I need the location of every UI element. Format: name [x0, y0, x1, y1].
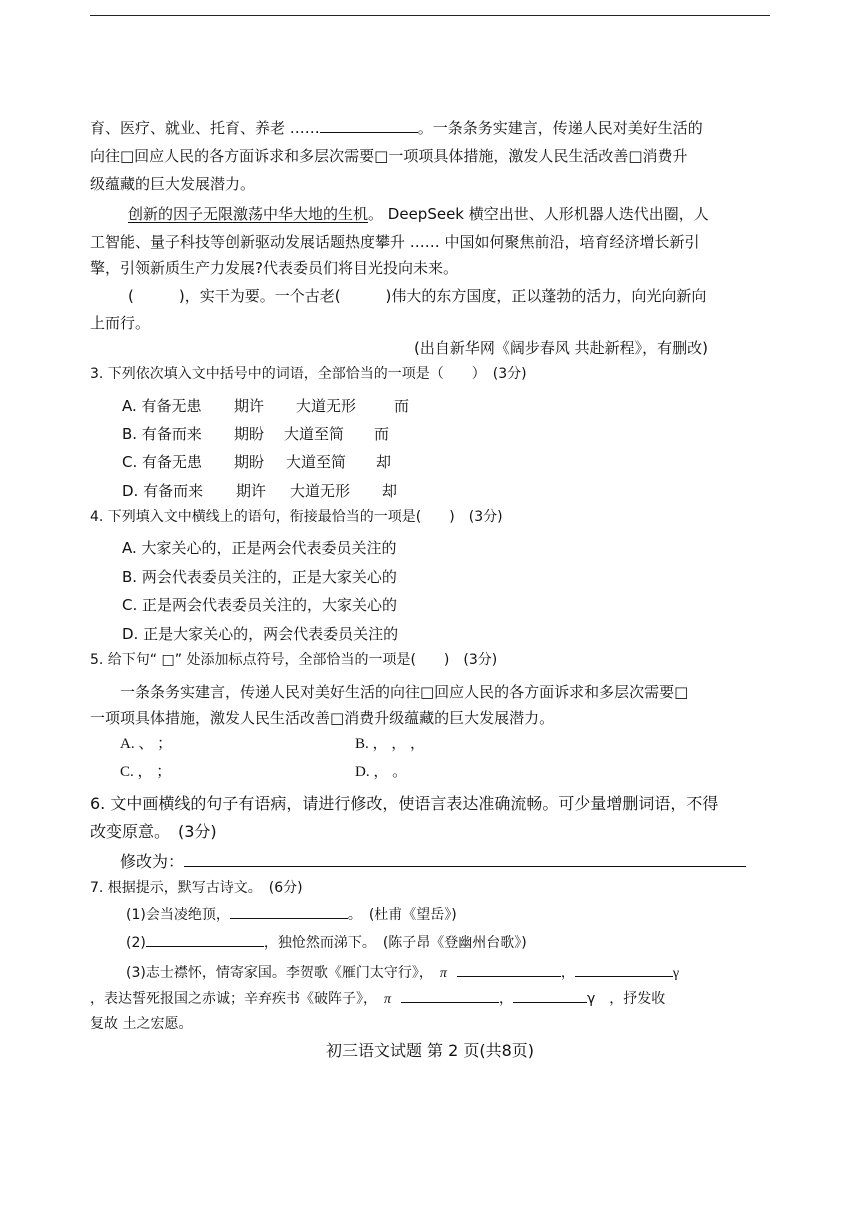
revise-label: 修改为：	[120, 852, 185, 871]
poem-text: ，	[499, 991, 514, 1007]
quote-mark: π	[439, 966, 447, 981]
poem-text: ，	[560, 965, 575, 981]
poem-blank[interactable]	[401, 988, 499, 1003]
poem-blank[interactable]	[575, 962, 673, 977]
q3-option-a[interactable]	[122, 396, 409, 416]
para1-line3: 级蕴藏的巨大发展潜力。	[90, 175, 256, 193]
option-text: 大道无形	[296, 397, 357, 415]
option-text: 期盼	[234, 453, 265, 471]
q3-stem: 3. 下列依次填入文中括号中的词语，全部恰当的一项是（ ） (3分)	[90, 366, 527, 382]
q7-item3-line3: 复故 土之宏愿。	[90, 1016, 193, 1032]
para1-line2: 向往□回应人民的各方面诉求和多层次需要□一项项具体措施，激发人民生活改善□消费升	[90, 147, 688, 165]
q3-option-b[interactable]	[122, 424, 389, 444]
q7-stem: 7. 根据提示，默写古诗文。 (6分)	[90, 880, 303, 896]
poem-blank[interactable]	[146, 932, 264, 947]
poem-text: ，表达誓死报国之赤诚；辛弃疾书《破阵子》，	[90, 991, 384, 1007]
q3-option-c[interactable]	[122, 452, 391, 472]
poem-text: (3)志士襟怀，情寄家国。李贺歌《雁门太守行》，	[126, 965, 440, 981]
answer-blank[interactable]	[320, 118, 418, 133]
option-text: D. 有备而来	[122, 482, 204, 500]
q6-answer-line	[120, 852, 746, 872]
poem-blank[interactable]	[513, 988, 587, 1003]
para1-text: 。一条条务实建言，传递人民对美好生活的	[417, 119, 703, 137]
option-text: 期许	[236, 482, 267, 500]
poem-blank[interactable]	[230, 904, 348, 919]
q4-option-a[interactable]: A. 大家关心的，正是两会代表委员关注的	[122, 539, 397, 557]
poem-blank[interactable]	[457, 962, 561, 977]
option-text: A. 有备无患	[122, 397, 202, 415]
quote-mark: γ	[672, 966, 680, 981]
q6-stem-line1: 6. 文中画横线的句子有语病，请进行修改，使语言表达准确流畅。可少量增删词语，不得	[90, 794, 719, 813]
option-text: 大道无形	[290, 482, 351, 500]
q5-option-d[interactable]: D. ， 。	[355, 764, 408, 780]
q3-option-d[interactable]	[122, 481, 397, 501]
q7-item2	[126, 932, 527, 953]
para1-line1	[90, 118, 703, 138]
option-text: 大道至简	[284, 425, 345, 443]
page-footer: 初三语文试题 第 2 页(共8页)	[325, 1041, 535, 1060]
para2-line3: 擎，引领新质生产力发展?代表委员们将目光投向未来。	[90, 259, 458, 277]
para3-line1: ( )，实干为要。一个古老( )伟大的东方国度，正以蓬勃的活力，向光向新向	[128, 287, 707, 305]
q7-item1	[126, 904, 457, 925]
quote-mark: π	[384, 992, 392, 1007]
q5-option-a[interactable]: A. 、 ；	[120, 736, 173, 752]
q4-option-c[interactable]: C. 正是两会代表委员关注的，大家关心的	[122, 596, 398, 614]
poem-text: ，独怆然而涕下。 (陈子昂《登幽州台歌》)	[263, 935, 527, 951]
q5-option-b[interactable]: B. ， ， ，	[355, 736, 426, 752]
option-text: 而	[394, 397, 410, 415]
q4-stem: 4. 下列填入文中横线上的语句，衔接最恰当的一项是( ) (3分)	[90, 509, 503, 525]
q5-stem: 5. 给下句“ □” 处添加标点符号，全部恰当的一项是( ) (3分)	[90, 652, 498, 668]
option-text: 期盼	[234, 425, 265, 443]
q5-sentence-line1: 一条条务实建言，传递人民对美好生活的向往□回应人民的各方面诉求和多层次需要□	[120, 683, 689, 701]
source-citation: (出自新华网《阔步春风 共赴新程》，有删改)	[414, 339, 708, 357]
para2-line1	[128, 204, 709, 224]
underlined-sentence: 创新的因子无限激荡中华大地的生机	[128, 205, 369, 223]
para3-line2: 上而行。	[90, 314, 151, 332]
option-text: 却	[382, 482, 398, 500]
para1-text: 育、医疗、就业、托育、养老 ……	[90, 119, 320, 137]
q7-item3-line2	[90, 988, 665, 1010]
q7-item3-line1	[126, 962, 679, 984]
option-text: 却	[376, 453, 392, 471]
poem-text: γ ，抒发收	[587, 991, 666, 1007]
q4-option-d[interactable]: D. 正是大家关心的，两会代表委员关注的	[122, 625, 399, 643]
option-text: 期许	[234, 397, 265, 415]
top-rule	[90, 15, 770, 16]
poem-text: (2)	[126, 935, 146, 951]
poem-text: (1)会当凌绝顶，	[126, 907, 230, 923]
option-text: 而	[374, 425, 390, 443]
option-text: C. 有备无患	[122, 453, 203, 471]
revise-input[interactable]	[184, 852, 746, 867]
q5-option-c[interactable]: C. ， ；	[120, 764, 172, 780]
q4-option-b[interactable]: B. 两会代表委员关注的，正是大家关心的	[122, 568, 397, 586]
q6-stem-line2: 改变原意。 (3分)	[90, 822, 217, 841]
option-text: 大道至简	[286, 453, 347, 471]
para2-text: 。 DeepSeek 横空出世、人形机器人迭代出圈，人	[368, 205, 709, 223]
q5-sentence-line2: 一项项具体措施，激发人民生活改善□消费升级蕴藏的巨大发展潜力。	[90, 709, 555, 727]
poem-text: 。 (杜甫《望岳》)	[347, 907, 457, 923]
option-text: B. 有备而来	[122, 425, 202, 443]
para2-line2: 工智能、量子科技等创新驱动发展话题热度攀升 …… 中国如何聚焦前沿，培育经济增长新引	[90, 233, 700, 251]
